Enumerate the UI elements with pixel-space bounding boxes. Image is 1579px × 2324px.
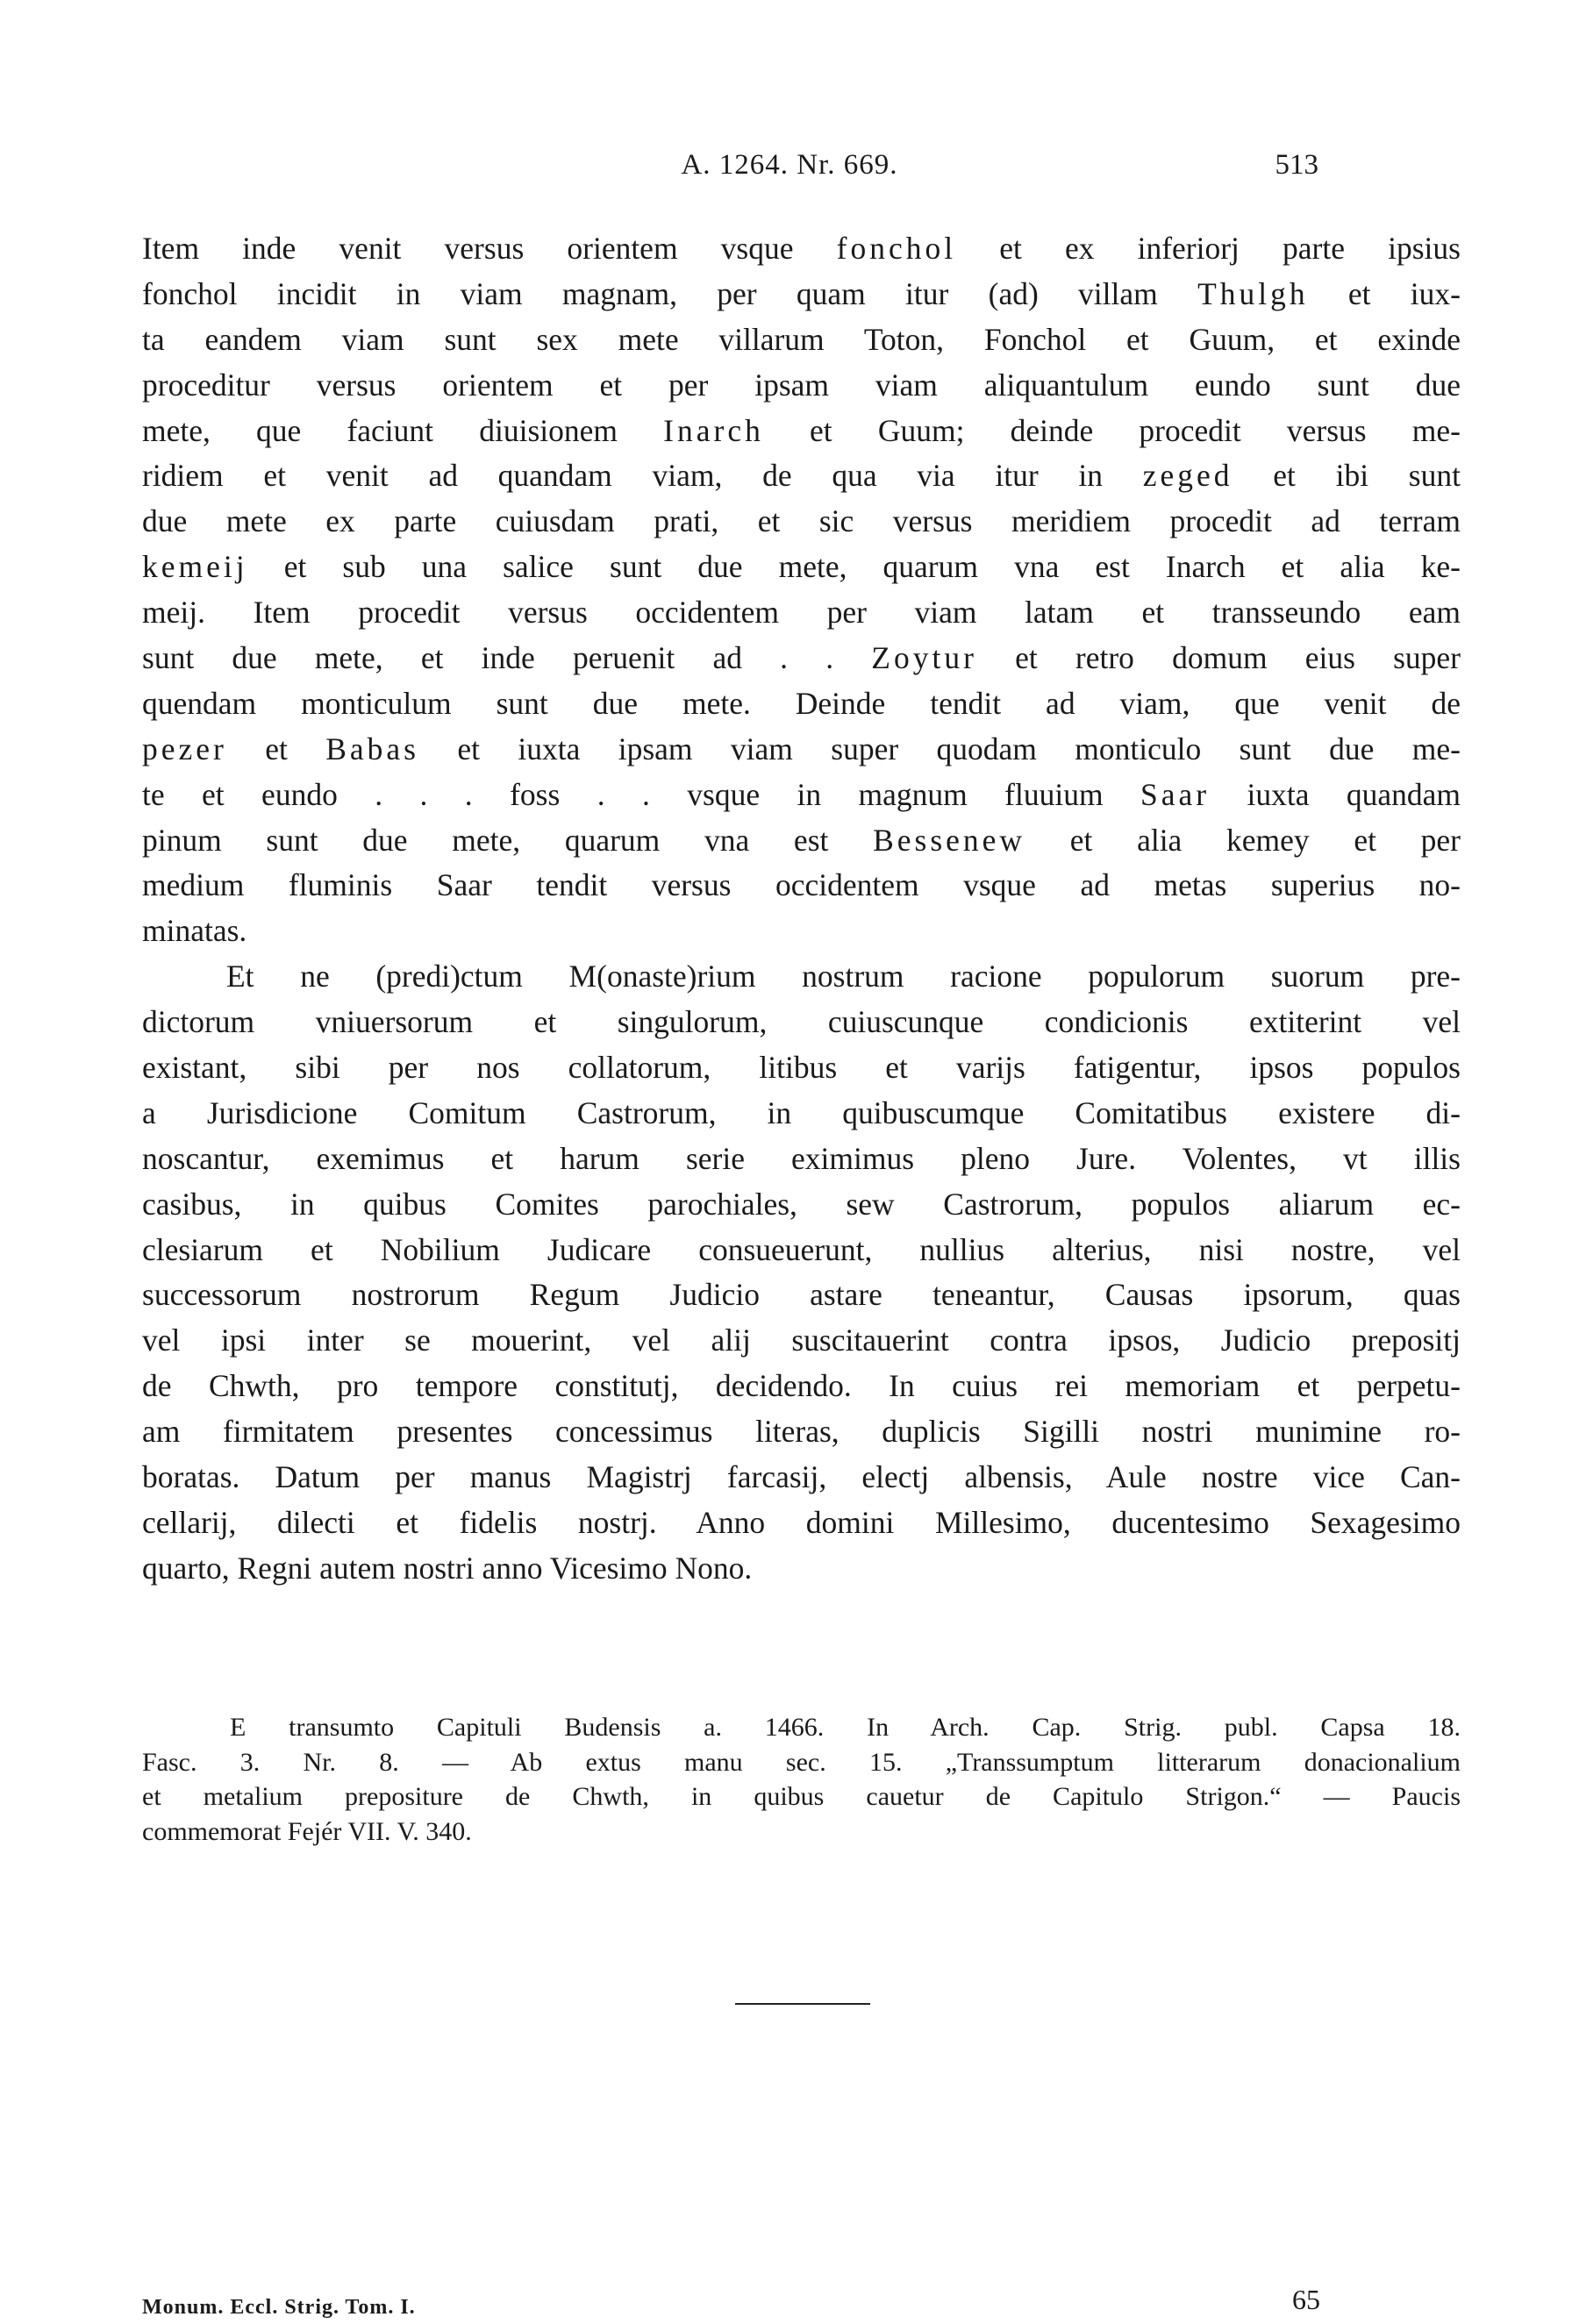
text-line (142, 1455, 1461, 1501)
text-line (142, 1364, 1461, 1409)
note-line: E transumto Capituli Budensis a. 1466. In Arch. Cap. Strig. publ. Capsa 18. (230, 1713, 1461, 1742)
sheet-number: 65 (1292, 2284, 1320, 2315)
text-line (142, 681, 1461, 727)
text-run: dictorum vniuersorum et singulorum, cuiuscunque condicionis extiterint vel (142, 1004, 1461, 1040)
text-run: casibus, in quibus Comites parochiales, sew Castrorum, populos aliarum ec- (142, 1186, 1461, 1222)
text-run: clesiarum et Nobilium Judicare consueuerunt, nullius alterius, nisi nostre, vel (142, 1231, 1461, 1267)
text-run: de Chwth, pro tempore constitutj, decidendo. In cuius rei memoriam et perpetu- (142, 1368, 1461, 1404)
text-run: vel ipsi inter se mouerint, vel alij suscitauerint contra ipsos, Judicio prepositj (142, 1322, 1461, 1358)
text-run: ta eandem viam sunt sex mete villarum Toton, Fonchol et Guum, et exinde (142, 321, 1461, 357)
text-run: et Guum; deinde procedit versus me- (763, 412, 1461, 448)
text-run: et retro domum eius super (976, 640, 1461, 676)
text-run: quarto, Regni autem nostri anno Vicesimo Nono. (142, 1550, 753, 1586)
text-line (142, 545, 1461, 590)
text-run: ridiem et venit ad quandam viam, de qua via itur in (142, 458, 1143, 494)
text-line (142, 1182, 1461, 1228)
text-run: am firmitatem presentes concessimus literas, duplicis Sigilli nostri munimine ro- (142, 1414, 1461, 1450)
main-text (142, 226, 1461, 1592)
spaced-place-name: Inarch (663, 412, 764, 448)
text-line (142, 954, 1461, 1000)
text-line (142, 863, 1461, 909)
spaced-place-name: Zoytur (871, 640, 977, 676)
spaced-place-name: Saar (1140, 776, 1211, 812)
text-line (142, 317, 1461, 363)
signature-mark: Monum. Eccl. Strig. Tom. I. (142, 2296, 416, 2319)
text-run: minatas. (142, 913, 247, 949)
text-line (142, 409, 1461, 454)
paragraph-exemption-clause (142, 954, 1461, 1591)
text-run: boratas. Datum per manus Magistrj farcasij, electj albensis, Aule nostre vice Can- (142, 1459, 1461, 1495)
spaced-place-name: Bessenew (873, 822, 1026, 858)
spaced-place-name: kemeij (142, 549, 248, 585)
text-line (142, 499, 1461, 545)
text-line (142, 1137, 1461, 1182)
text-run: medium fluminis Saar tendit versus occidentem vsque ad metas superius no- (142, 867, 1461, 903)
text-line (142, 1228, 1461, 1273)
text-run: et sub una salice sunt due mete, quarum vna est Inarch et alia ke- (247, 549, 1461, 585)
text-run: iuxta quandam (1210, 776, 1461, 812)
text-run: existant, sibi per nos collatorum, litibus et varijs fatigentur, ipsos populos (142, 1050, 1461, 1086)
text-run: mete, que faciunt diuisionem (142, 412, 664, 448)
page-number: 513 (1275, 149, 1318, 181)
text-line (142, 1272, 1461, 1318)
text-line (142, 453, 1461, 499)
text-run: pinum sunt due mete, quarum vna est (142, 822, 874, 858)
text-run: et ex inferiorj parte ipsius (956, 231, 1461, 266)
text-line (142, 1045, 1461, 1091)
end-rule (735, 2003, 870, 2005)
text-line (142, 1501, 1461, 1546)
note-line: et metalium prepositure de Chwth, in quibus cauetur de Capitulo Strigon.“ — Paucis (142, 1782, 1461, 1811)
text-line (142, 636, 1461, 681)
text-run: et iuxta ipsam viam super quodam monticulo sunt due me- (418, 731, 1461, 766)
text-run: Et ne (predi)ctum M(onaste)rium nostrum racione populorum suorum pre- (226, 959, 1461, 994)
spaced-place-name: Babas (325, 731, 419, 766)
text-run: Item inde venit versus orientem vsque (142, 231, 837, 266)
text-line (142, 1000, 1461, 1045)
text-line (142, 1091, 1461, 1137)
text-run: et (226, 731, 326, 766)
text-run: meij. Item procedit versus occidentem per viam latam et transseundo eam (142, 595, 1461, 631)
text-line (142, 590, 1461, 636)
page-header (0, 149, 1579, 202)
text-run: successorum nostrorum Regum Judicio astare teneantur, Causas ipsorum, quas (142, 1277, 1461, 1313)
text-line (142, 1409, 1461, 1455)
text-line (142, 363, 1461, 409)
text-line (142, 226, 1461, 272)
text-line (142, 773, 1461, 818)
spaced-place-name: zeged (1142, 458, 1233, 494)
running-head: A. 1264. Nr. 669. (681, 149, 898, 181)
text-line (142, 909, 1461, 954)
text-run: et iux- (1308, 275, 1461, 311)
text-run: due mete ex parte cuiusdam prati, et sic versus meridiem procedit ad terram (142, 503, 1461, 539)
text-run: te et eundo . . . foss . . vsque in magnum fluuium (142, 776, 1140, 812)
text-line (142, 1318, 1461, 1364)
text-run: sunt due mete, et inde peruenit ad . . (142, 640, 872, 676)
text-run: cellarij, dilecti et fidelis nostrj. Anno domini Millesimo, ducentesimo Sexagesimo (142, 1504, 1461, 1540)
text-run: a Jurisdicione Comitum Castrorum, in quibuscumque Comitatibus existere di- (142, 1094, 1461, 1130)
spaced-place-name: pezer (142, 731, 227, 766)
text-run: noscantur, exemimus et harum serie eximimus pleno Jure. Volentes, vt illis (142, 1140, 1461, 1176)
text-run: fonchol incidit in viam magnam, per quam itur (ad) villam (142, 275, 1198, 311)
note-line: commemorat Fejér VII. V. 340. (142, 1816, 472, 1846)
paragraph-boundary-description (142, 226, 1461, 954)
text-run: et alia kemey et per (1025, 822, 1461, 858)
note-line: Fasc. 3. Nr. 8. — Ab extus manu sec. 15. „Transsumptum litterarum donacionalium (142, 1747, 1461, 1777)
spaced-place-name: fonchol (836, 231, 957, 266)
text-line (142, 727, 1461, 773)
text-run: quendam monticulum sunt due mete. Deinde tendit ad viam, que venit de (142, 685, 1461, 721)
text-run: proceditur versus orientem et per ipsam viam aliquantulum eundo sunt due (142, 367, 1461, 403)
source-note (142, 1710, 1461, 1849)
text-line (142, 1546, 1461, 1592)
text-line (142, 272, 1461, 317)
text-line (142, 818, 1461, 864)
text-run: et ibi sunt (1232, 458, 1461, 494)
spaced-place-name: Thulgh (1197, 275, 1309, 311)
